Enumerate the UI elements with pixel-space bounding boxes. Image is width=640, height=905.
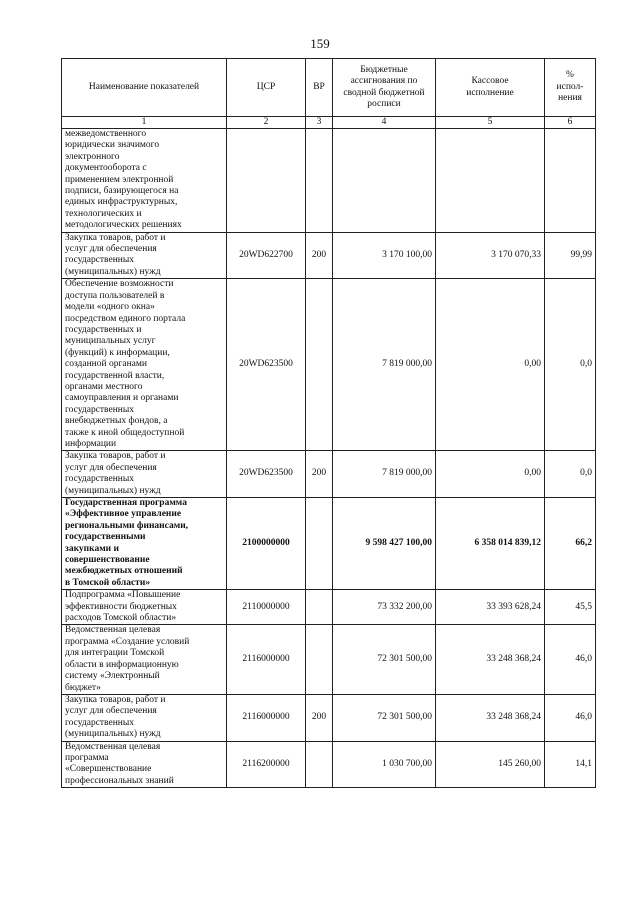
header-vr: ВР <box>306 59 333 117</box>
header-percent: % испол- нения <box>545 59 596 117</box>
row-allocations-cell: 72 301 500,00 <box>333 694 436 741</box>
row-vr-cell: 200 <box>306 451 333 498</box>
row-cash-cell: 145 260,00 <box>436 741 545 788</box>
row-percent-cell: 45,5 <box>545 590 596 625</box>
column-number: 1 <box>62 117 227 129</box>
column-number: 3 <box>306 117 333 129</box>
row-cash-cell: 0,00 <box>436 451 545 498</box>
row-cash-cell: 33 393 628,24 <box>436 590 545 625</box>
row-percent-cell: 46,0 <box>545 625 596 694</box>
table-row <box>62 498 596 590</box>
row-vr-cell <box>306 625 333 694</box>
row-allocations-cell: 3 170 100,00 <box>333 232 436 279</box>
row-name-cell: Закупка товаров, работ и услуг для обеспечения государственных (муниципальных) нужд <box>62 232 227 279</box>
row-name-cell: Ведомственная целевая программа «Совершенствование профессиональных знаний <box>62 741 227 788</box>
row-allocations-cell: 7 819 000,00 <box>333 279 436 451</box>
column-number: 2 <box>227 117 306 129</box>
row-vr-cell: 200 <box>306 232 333 279</box>
row-csr-cell: 20WD623500 <box>227 451 306 498</box>
row-allocations-cell: 73 332 200,00 <box>333 590 436 625</box>
budget-execution-table <box>61 58 596 788</box>
table-header-row <box>62 59 596 117</box>
header-csr: ЦСР <box>227 59 306 117</box>
table-row <box>62 625 596 694</box>
row-name-cell: Ведомственная целевая программа «Создание условий для интеграции Томской области в информационную систему «Электронный бюджет» <box>62 625 227 694</box>
table-row <box>62 451 596 498</box>
row-cash-cell <box>436 129 545 233</box>
row-vr-cell <box>306 129 333 233</box>
row-csr-cell: 2100000000 <box>227 498 306 590</box>
header-cash-execution: Кассовое исполнение <box>436 59 545 117</box>
row-name-cell: Подпрограмма «Повышение эффективности бюджетных расходов Томской области» <box>62 590 227 625</box>
table-row <box>62 694 596 741</box>
row-csr-cell: 20WD623500 <box>227 279 306 451</box>
table-body <box>62 129 596 788</box>
column-number: 5 <box>436 117 545 129</box>
row-csr-cell: 2116000000 <box>227 625 306 694</box>
column-number-row <box>62 117 596 129</box>
row-cash-cell: 3 170 070,33 <box>436 232 545 279</box>
row-vr-cell <box>306 498 333 590</box>
row-percent-cell <box>545 129 596 233</box>
row-cash-cell: 33 248 368,24 <box>436 625 545 694</box>
table-row <box>62 129 596 233</box>
row-percent-cell: 0,0 <box>545 451 596 498</box>
row-name-cell: Закупка товаров, работ и услуг для обеспечения государственных (муниципальных) нужд <box>62 451 227 498</box>
row-percent-cell: 0,0 <box>545 279 596 451</box>
row-percent-cell: 14,1 <box>545 741 596 788</box>
row-name-cell: Обеспечение возможности доступа пользователей в модели «одного окна» посредством единого портала государственных и муниципальных услуг (функций) к информации, созданной органами государственной власти, органами местного самоуправления и органами государственных внебюджетных фондов, а также к иной общедоступной информации <box>62 279 227 451</box>
column-number: 6 <box>545 117 596 129</box>
row-vr-cell <box>306 590 333 625</box>
column-number: 4 <box>333 117 436 129</box>
row-percent-cell: 99,99 <box>545 232 596 279</box>
row-csr-cell <box>227 129 306 233</box>
row-name-cell: межведомственного юридически значимого электронного документооборота с применением электронной подписи, базирующегося на единых инфраструктурных, технологических и методологических решениях <box>62 129 227 233</box>
row-allocations-cell <box>333 129 436 233</box>
row-allocations-cell: 9 598 427 100,00 <box>333 498 436 590</box>
page-number: 159 <box>310 36 330 51</box>
row-cash-cell: 33 248 368,24 <box>436 694 545 741</box>
table-row <box>62 279 596 451</box>
row-cash-cell: 0,00 <box>436 279 545 451</box>
row-name-cell: Государственная программа «Эффективное управление региональными финансами, государственными закупками и совершенствование межбюджетных отношений в Томской области» <box>62 498 227 590</box>
row-percent-cell: 46,0 <box>545 694 596 741</box>
row-vr-cell <box>306 279 333 451</box>
row-csr-cell: 20WD622700 <box>227 232 306 279</box>
table-row <box>62 741 596 788</box>
row-csr-cell: 2110000000 <box>227 590 306 625</box>
row-allocations-cell: 7 819 000,00 <box>333 451 436 498</box>
row-name-cell: Закупка товаров, работ и услуг для обеспечения государственных (муниципальных) нужд <box>62 694 227 741</box>
row-csr-cell: 2116000000 <box>227 694 306 741</box>
row-allocations-cell: 1 030 700,00 <box>333 741 436 788</box>
table-row <box>62 590 596 625</box>
row-allocations-cell: 72 301 500,00 <box>333 625 436 694</box>
header-allocations: Бюджетные ассигнования по сводной бюджетной росписи <box>333 59 436 117</box>
row-vr-cell <box>306 741 333 788</box>
row-vr-cell: 200 <box>306 694 333 741</box>
table-row <box>62 232 596 279</box>
row-cash-cell: 6 358 014 839,12 <box>436 498 545 590</box>
row-percent-cell: 66,2 <box>545 498 596 590</box>
header-name: Наименование показателей <box>62 59 227 117</box>
row-csr-cell: 2116200000 <box>227 741 306 788</box>
